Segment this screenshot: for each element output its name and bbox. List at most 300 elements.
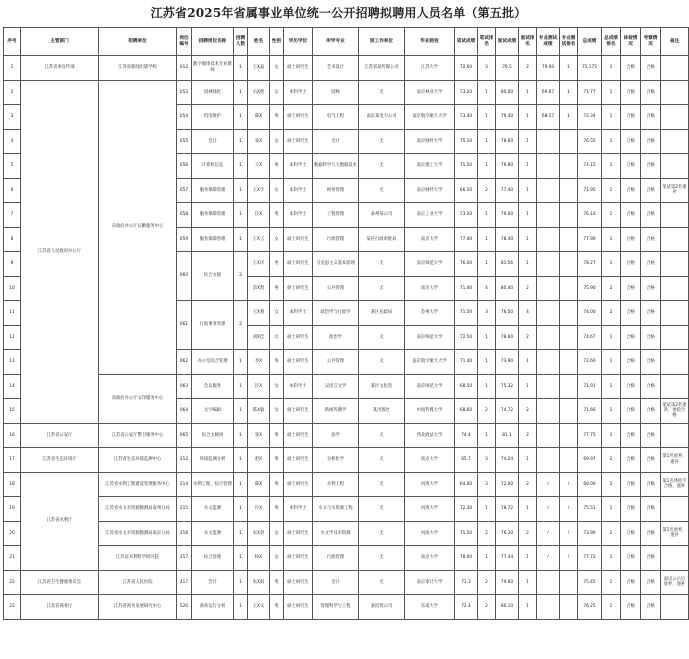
candidate-name: 陈X敏 (248, 399, 270, 424)
interview-score: 78.60 (496, 325, 519, 350)
written-rank: 1 (478, 227, 496, 252)
written-score: 72.4 (455, 595, 478, 620)
graduate-school: 苏州大学 (405, 301, 455, 326)
gender: 男 (270, 570, 284, 595)
major: 马克思主义基本原理 (313, 252, 359, 277)
post-code: 057 (177, 178, 192, 203)
physical-exam: 合格 (621, 570, 641, 595)
row-number: 21 (4, 546, 21, 571)
physical-exam: 合格 (621, 80, 641, 105)
candidate-name: 宋X晨 (248, 521, 270, 546)
recruit-count: 1 (234, 80, 248, 105)
interview-score: 80.10 (496, 595, 519, 620)
total-score: 76.25 (578, 595, 602, 620)
professional-score: 68.17 (537, 105, 560, 130)
major: 新闻传播学 (313, 399, 359, 424)
table-row (4, 546, 689, 571)
major: 法学 (313, 423, 359, 448)
gender: 男 (270, 423, 284, 448)
education: 硕士研究生 (284, 56, 313, 81)
total-rank: 1 (602, 399, 621, 424)
physical-exam: 合格 (621, 399, 641, 424)
row-number: 17 (4, 448, 21, 473)
column-header: 体检情况 (621, 28, 641, 56)
interview-rank: 1 (519, 374, 537, 399)
total-rank: 2 (602, 276, 621, 301)
remark: 第1名放弃，递补 (661, 448, 689, 473)
recruit-count: 1 (234, 154, 248, 179)
inspection: 合格 (641, 570, 661, 595)
graduate-school: 南京大学 (405, 276, 455, 301)
table-row (4, 80, 689, 105)
interview-score: 76.30 (496, 521, 519, 546)
candidate-name: 张X (248, 423, 270, 448)
inspection: 合格 (641, 80, 661, 105)
original-employer: 某区行政审批局 (359, 227, 405, 252)
professional-rank (560, 252, 578, 277)
total-score: 71.77 (578, 80, 602, 105)
row-number: 20 (4, 521, 21, 546)
interview-score: 72.00 (496, 472, 519, 497)
recruiting-unit: 江苏省新闻出版学校 (99, 56, 177, 81)
professional-score (537, 374, 560, 399)
interview-rank: 4 (519, 301, 537, 326)
total-rank: 2 (602, 472, 621, 497)
post-code: 061 (177, 301, 192, 350)
recruit-count: 1 (234, 374, 248, 399)
column-header: 笔试成绩 (455, 28, 478, 56)
gender: 男 (270, 472, 284, 497)
original-employer: 泰州某公司 (359, 203, 405, 228)
interview-rank: 2 (519, 325, 537, 350)
professional-score: / (537, 497, 560, 522)
interview-score: 76.50 (496, 301, 519, 326)
column-header: 笔试排名 (478, 28, 496, 56)
row-number: 16 (4, 423, 21, 448)
remark (661, 252, 689, 277)
total-score: 77.90 (578, 227, 602, 252)
professional-rank (560, 448, 578, 473)
professional-score (537, 595, 560, 620)
row-number: 9 (4, 252, 21, 277)
post-name: 综合管理 (192, 546, 234, 571)
written-rank: 1 (478, 374, 496, 399)
graduate-school: 江苏大学 (405, 56, 455, 81)
gender: 女 (270, 227, 284, 252)
major: 水利工程 (313, 472, 359, 497)
total-rank: 2 (602, 448, 621, 473)
column-header: 姓名 (248, 28, 270, 56)
gender: 男 (270, 105, 284, 130)
interview-score: 81.1 (496, 423, 519, 448)
written-score: 64.00 (455, 472, 478, 497)
header-row (4, 28, 689, 56)
interview-score: 79.00 (496, 203, 519, 228)
gender: 女 (270, 399, 284, 424)
interview-rank: 1 (519, 350, 537, 375)
total-score: 69.97 (578, 448, 602, 473)
inspection: 合格 (641, 56, 661, 81)
recruiting-unit: 江苏省水文水资源勘测局泰州分局 (99, 497, 177, 522)
post-code: 012 (177, 56, 192, 81)
interview-rank: 1 (519, 252, 537, 277)
row-number: 12 (4, 325, 21, 350)
total-rank: 1 (602, 374, 621, 399)
written-rank: 2 (478, 178, 496, 203)
written-score: 78.00 (455, 546, 478, 571)
gender: 女 (270, 129, 284, 154)
column-header: 总成绩排名 (602, 28, 621, 56)
row-number: 15 (4, 399, 21, 424)
remark (661, 301, 689, 326)
candidate-name: 赵X (248, 448, 270, 473)
row-number: 3 (4, 105, 21, 130)
remark (661, 276, 689, 301)
interview-rank: 1 (519, 546, 537, 571)
interview-rank: 1 (519, 227, 537, 252)
gender: 女 (270, 301, 284, 326)
total-rank: 1 (602, 129, 621, 154)
graduate-school: 南京大学 (405, 227, 455, 252)
recruit-count: 1 (234, 595, 248, 620)
recruiting-unit: 江苏省生态环境监测中心 (99, 448, 177, 473)
original-employer: 无 (359, 252, 405, 277)
inspection: 合格 (641, 178, 661, 203)
professional-rank (560, 423, 578, 448)
education: 硕士研究生 (284, 350, 313, 375)
written-rank: 3 (478, 56, 496, 81)
column-header: 招聘单位 (99, 28, 177, 56)
written-rank: 1 (478, 252, 496, 277)
row-number: 11 (4, 301, 21, 326)
remark (661, 154, 689, 179)
graduate-school: 南京航空航天大学 (405, 350, 455, 375)
professional-score (537, 129, 560, 154)
post-name: 商务运行分析 (192, 595, 234, 620)
post-name: 会议服务 (192, 374, 234, 399)
education: 本科学士 (284, 203, 313, 228)
written-score: 72.50 (455, 325, 478, 350)
recruiting-unit: 江苏省水利工程建设管理服务中心 (99, 472, 177, 497)
professional-rank (560, 129, 578, 154)
interview-score: 78.72 (496, 497, 519, 522)
professional-score (537, 154, 560, 179)
post-name: 办公室综合管理 (192, 350, 234, 375)
education: 本科学士 (284, 80, 313, 105)
professional-score (537, 252, 560, 277)
graduate-school: 南京师范大学 (405, 374, 455, 399)
post-name: 水利工程、综合管理 (192, 472, 234, 497)
total-score: 75.90 (578, 276, 602, 301)
written-score: 71.50 (455, 521, 478, 546)
physical-exam: 合格 (621, 276, 641, 301)
row-number: 8 (4, 227, 21, 252)
post-name: 园林绿化 (192, 80, 234, 105)
interview-score: 74.72 (496, 399, 519, 424)
post-code: 215 (177, 497, 192, 522)
recruit-count: 1 (234, 350, 248, 375)
candidate-name: 陈X (248, 105, 270, 130)
written-rank: 1 (478, 154, 496, 179)
table-row (4, 374, 689, 399)
professional-rank (560, 178, 578, 203)
written-rank: 1 (478, 325, 496, 350)
gender: 男 (270, 154, 284, 179)
interview-score: 78.60 (496, 129, 519, 154)
post-code: 058 (177, 203, 192, 228)
post-name: 计算机信息 (192, 154, 234, 179)
major: 公共管理 (313, 350, 359, 375)
graduate-school: 河海大学 (405, 497, 455, 522)
post-code: 064 (177, 399, 192, 424)
professional-score: 79.00 (537, 56, 560, 81)
interview-score: 81.56 (496, 252, 519, 277)
row-number: 18 (4, 472, 21, 497)
recruit-count: 2 (234, 252, 248, 301)
professional-score (537, 276, 560, 301)
inspection: 合格 (641, 374, 661, 399)
education: 本科学士 (284, 497, 313, 522)
post-code: 065 (177, 423, 192, 448)
major: 行政管理 (313, 546, 359, 571)
education: 硕士研究生 (284, 105, 313, 130)
major: 园林 (313, 80, 359, 105)
written-score: 71.50 (455, 301, 478, 326)
graduate-school: 南京工业大学 (405, 203, 455, 228)
written-rank: 4 (478, 276, 496, 301)
written-rank: 1 (478, 129, 496, 154)
gender: 女 (270, 546, 284, 571)
post-name: 会计 (192, 129, 234, 154)
row-number: 2 (4, 80, 21, 105)
major: 数据科学与大数据技术 (313, 154, 359, 179)
physical-exam: 合格 (621, 497, 641, 522)
candidate-name: 汪X (248, 203, 270, 228)
post-name: 综合文秘岗 (192, 423, 234, 448)
gender: 男 (270, 595, 284, 620)
row-number: 23 (4, 595, 21, 620)
professional-score (537, 178, 560, 203)
total-rank: 1 (602, 546, 621, 571)
candidate-name: 张X (248, 129, 270, 154)
professional-rank (560, 350, 578, 375)
professional-score: / (537, 546, 560, 571)
physical-exam: 合格 (621, 203, 641, 228)
remark: 笔试第2名递补，体检合格 (661, 399, 689, 424)
inspection: 合格 (641, 448, 661, 473)
physical-exam: 合格 (621, 595, 641, 620)
graduate-school: 南京大学 (405, 546, 455, 571)
candidate-name: 汪X (248, 374, 270, 399)
candidate-name: 刘X佳 (248, 325, 270, 350)
total-score: 76.55 (578, 129, 602, 154)
written-score: 73.40 (455, 105, 478, 130)
interview-rank: 2 (519, 521, 537, 546)
professional-rank (560, 325, 578, 350)
written-score: 68.60 (455, 399, 478, 424)
original-employer: 某出版社 (359, 399, 405, 424)
written-score: 74.4 (455, 423, 478, 448)
supervising-department: 江苏省商务厅 (21, 595, 99, 620)
education: 硕士研究生 (284, 227, 313, 252)
professional-rank (560, 399, 578, 424)
graduate-school: 河海大学 (405, 472, 455, 497)
written-score: 75.10 (455, 129, 478, 154)
gender: 男 (270, 350, 284, 375)
row-number: 6 (4, 178, 21, 203)
total-rank: 1 (602, 350, 621, 375)
professional-score (537, 399, 560, 424)
post-code: 216 (177, 521, 192, 546)
remark (661, 227, 689, 252)
interview-rank: 2 (519, 56, 537, 81)
original-employer: 无 (359, 521, 405, 546)
personnel-table (3, 27, 689, 620)
row-number: 7 (4, 203, 21, 228)
education: 硕士研究生 (284, 472, 313, 497)
major: 分析化学 (313, 448, 359, 473)
written-score: 71.40 (455, 276, 478, 301)
written-score: 72.60 (455, 56, 478, 81)
original-employer: 无 (359, 423, 405, 448)
physical-exam: 合格 (621, 448, 641, 473)
inspection: 合格 (641, 129, 661, 154)
inspection: 合格 (641, 399, 661, 424)
remark: 面试公示后放弃，递补 (661, 570, 689, 595)
interview-rank: 1 (519, 105, 537, 130)
column-header: 总成绩 (578, 28, 602, 56)
education: 本科学士 (284, 178, 313, 203)
graduate-school: 西北政法大学 (405, 423, 455, 448)
post-name: 水文监测 (192, 521, 234, 546)
candidate-name: 李X (248, 350, 270, 375)
original-employer: 无 (359, 350, 405, 375)
graduate-school: 河海大学 (405, 521, 455, 546)
graduate-school: 南京大学 (405, 448, 455, 473)
recruiting-unit: 江苏省公安厅警卫服务中心 (99, 423, 177, 448)
inspection: 合格 (641, 203, 661, 228)
remark (661, 595, 689, 620)
post-code: 059 (177, 227, 192, 252)
post-name: 机电维护 (192, 105, 234, 130)
recruiting-unit: 江苏省商务发展研究中心 (99, 595, 177, 620)
remark (661, 423, 689, 448)
total-rank: 1 (602, 178, 621, 203)
interview-rank: 1 (519, 154, 537, 179)
column-header: 专业测试成绩 (537, 28, 560, 56)
column-header: 招聘岗位名称 (192, 28, 234, 56)
written-rank: 2 (478, 570, 496, 595)
interview-rank: 1 (519, 448, 537, 473)
inspection: 合格 (641, 325, 661, 350)
total-score: 75.45 (578, 570, 602, 595)
inspection: 合格 (641, 227, 661, 252)
interview-score: 73.90 (496, 350, 519, 375)
total-score: 75.175 (578, 56, 602, 81)
post-code: 055 (177, 129, 192, 154)
professional-score: / (537, 472, 560, 497)
written-rank: 3 (478, 472, 496, 497)
total-rank: 1 (602, 227, 621, 252)
interview-score: 77.40 (496, 178, 519, 203)
physical-exam: 合格 (621, 178, 641, 203)
interview-score: 79.60 (496, 570, 519, 595)
column-header: 考察情况 (641, 28, 661, 56)
total-rank: 1 (602, 80, 621, 105)
written-score: 71.50 (455, 154, 478, 179)
physical-exam: 合格 (621, 252, 641, 277)
recruiting-unit: 省政府办公厅文印服务中心 (99, 374, 177, 423)
professional-rank (560, 374, 578, 399)
interview-score: 78.40 (496, 227, 519, 252)
interview-score: 79.40 (496, 105, 519, 130)
professional-rank (560, 301, 578, 326)
document-title: 江苏省2025年省属事业单位统一公开招聘拟聘用人员名单（第五批） (150, 6, 527, 20)
post-code: 056 (177, 154, 192, 179)
total-rank: 2 (602, 521, 621, 546)
row-number: 1 (4, 56, 21, 81)
table-row (4, 521, 689, 546)
recruit-count: 1 (234, 203, 248, 228)
written-score: 65.7 (455, 448, 478, 473)
post-name: 水文监测 (192, 497, 234, 522)
original-employer: 无 (359, 570, 405, 595)
remark (661, 350, 689, 375)
original-employer: 无 (359, 325, 405, 350)
recruit-count: 1 (234, 570, 248, 595)
professional-rank: / (560, 521, 578, 546)
physical-exam: 合格 (621, 423, 641, 448)
original-employer: 南京某电力公司 (359, 105, 405, 130)
supervising-department: 江苏省公安厅 (21, 423, 99, 448)
column-header: 学历学位 (284, 28, 313, 56)
supervising-department: 江苏省生态环境厅 (21, 448, 99, 473)
graduate-school: 南京林业大学 (405, 80, 455, 105)
gender: 女 (270, 56, 284, 81)
inspection: 合格 (641, 350, 661, 375)
recruit-count: 1 (234, 105, 248, 130)
physical-exam: 合格 (621, 374, 641, 399)
education: 硕士研究生 (284, 570, 313, 595)
professional-rank: 1 (560, 80, 578, 105)
major: 公共管理 (313, 276, 359, 301)
written-rank: 2 (478, 595, 496, 620)
table-row (4, 56, 689, 81)
supervising-department: 江苏省卫生健康委员会 (21, 570, 99, 595)
total-score: 76.10 (578, 203, 602, 228)
interview-rank: 1 (519, 497, 537, 522)
major: 管理科学与工程 (313, 595, 359, 620)
candidate-name: 王X (248, 154, 270, 179)
professional-score (537, 203, 560, 228)
supervising-department: 江苏省人民政府办公厅 (21, 80, 99, 423)
recruit-count: 1 (234, 546, 248, 571)
column-header: 所学专业 (313, 28, 359, 56)
major: 电气工程 (313, 105, 359, 130)
physical-exam: 合格 (621, 129, 641, 154)
total-score: 74.67 (578, 325, 602, 350)
column-header: 主管部门 (21, 28, 99, 56)
written-rank: 2 (478, 399, 496, 424)
major: 艺术设计 (313, 56, 359, 81)
written-rank: 1 (478, 350, 496, 375)
post-name: 数字媒体技术专业教师 (192, 56, 234, 81)
recruit-count: 1 (234, 399, 248, 424)
gender: 女 (270, 178, 284, 203)
remark (661, 325, 689, 350)
post-name: 服务保障管理 (192, 203, 234, 228)
candidate-name: 余X凯 (248, 276, 270, 301)
